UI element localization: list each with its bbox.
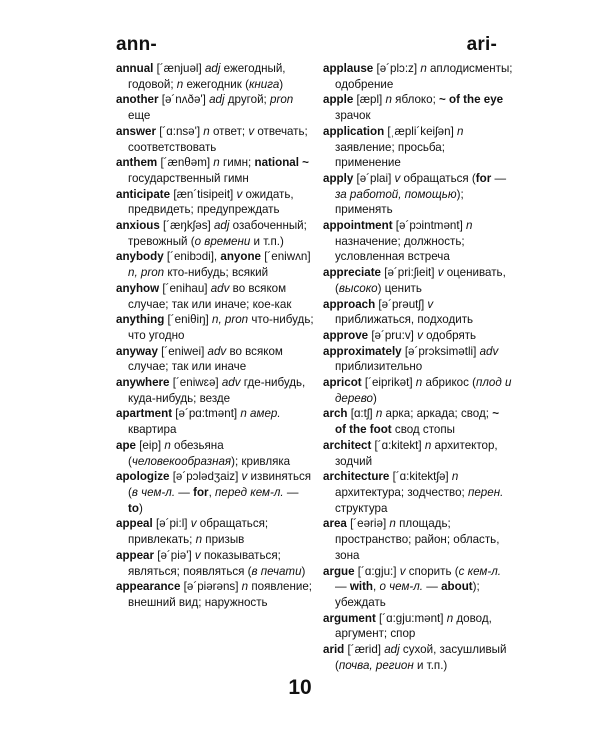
transcription: [ə´prəutʃ]	[375, 297, 428, 311]
transcription: [´eəriə]	[346, 517, 390, 531]
entry-anybody	[116, 249, 316, 280]
grammar-label: с кем-л.	[458, 564, 501, 578]
transcription: [ə´pri:ʃieit]	[381, 266, 438, 280]
entry-architecture	[323, 469, 513, 516]
header-left-guide-word: ann-	[116, 34, 157, 55]
definition-text: ); убеждать	[335, 580, 480, 609]
definition-text: ответ;	[209, 124, 249, 138]
headword: architect	[323, 438, 372, 452]
grammar-label: v	[194, 548, 201, 562]
transcription: [´ɑ:kitektʃə]	[389, 470, 452, 484]
phrase: with	[349, 580, 374, 594]
definition-text: арка; аркада; свод;	[382, 407, 493, 421]
definition-text: квартира	[128, 423, 177, 437]
headword: architecture	[323, 470, 390, 484]
grammar-label: почва, регион	[338, 658, 414, 672]
headword: area	[323, 517, 347, 531]
grammar-label: n	[195, 533, 203, 547]
headword: anyone	[220, 250, 261, 264]
transcription: [´ɑ:nsə']	[155, 124, 204, 138]
definition-text: площадь; пространство; район; область, зона	[335, 517, 500, 562]
phrase: ~ of the foot	[335, 407, 499, 437]
entry-applause	[323, 61, 513, 92]
headword: apply	[323, 171, 354, 185]
headword: anxious	[116, 219, 160, 233]
entry-arch	[323, 406, 513, 437]
definition-text: извиняться (	[128, 470, 312, 499]
phrase: national ~	[254, 156, 309, 170]
headword: arid	[323, 643, 345, 657]
definition-text: другой;	[224, 93, 271, 107]
entry-arid	[323, 642, 513, 673]
header-right-guide-word: ari-	[466, 34, 497, 55]
definition-text: кто-нибудь; всякий	[164, 266, 269, 280]
definition-text: )	[138, 501, 143, 515]
headword: anthem	[116, 156, 158, 170]
definition-text: сухой, засушливый (	[335, 643, 507, 672]
definition-text: обращаться; привлекать;	[128, 517, 269, 547]
headword: another	[116, 93, 159, 107]
grammar-label: v	[437, 266, 444, 280]
grammar-label: n амер.	[240, 407, 281, 421]
grammar-label: высоко	[338, 281, 378, 295]
grammar-label: v	[427, 297, 434, 311]
definition-text: обезьяна (	[128, 438, 224, 468]
transcription: [ə´plai]	[353, 171, 395, 185]
entry-anticipate	[116, 187, 316, 218]
transcription: [´enibɔdi],	[163, 250, 221, 264]
entry-argue	[323, 564, 513, 611]
grammar-label: adj	[213, 219, 230, 233]
definition-text: ежегодник (	[183, 77, 249, 91]
grammar-label: adv	[221, 376, 241, 390]
transcription: [´ɑ:gju:mənt]	[375, 611, 447, 625]
grammar-label: о времени	[194, 234, 251, 248]
transcription: [ə´piə']	[154, 548, 195, 562]
definition-text: абрикос (	[422, 376, 476, 390]
definition-text: —	[175, 485, 194, 499]
entry-appear	[116, 548, 316, 579]
grammar-label: n	[385, 93, 392, 107]
entry-anyway	[116, 344, 316, 375]
entry-annual	[116, 61, 316, 92]
headword: approximately	[323, 344, 402, 358]
entry-apartment	[116, 406, 316, 437]
definition-text: аплодисменты; одобрение	[335, 62, 513, 91]
grammar-label: adj	[209, 93, 225, 107]
grammar-label: n, pron	[128, 266, 165, 280]
definition-text: назначение; должность; условленная встреча	[335, 234, 465, 264]
transcription: [ˌæpli´keiʃən]	[384, 124, 458, 138]
transcription: [´ɑ:gju:]	[354, 564, 400, 578]
entry-anywhere	[116, 375, 316, 406]
definition-text: довод, аргумент; спор	[335, 611, 492, 641]
entry-area	[323, 516, 513, 563]
grammar-label: перен.	[467, 485, 504, 499]
entry-answer	[116, 124, 316, 155]
entry-apologize	[116, 469, 316, 516]
headword: ape	[116, 438, 136, 452]
grammar-label: за работой, помощью	[335, 187, 457, 201]
definition-text: приближаться, подходить	[335, 313, 474, 327]
headword: annual	[116, 62, 154, 75]
page-number: 10	[288, 676, 312, 699]
definition-text: ,	[373, 580, 380, 594]
phrase: for	[193, 485, 209, 499]
headword: apricot	[323, 376, 362, 390]
transcription: [´ærid]	[344, 643, 385, 657]
definition-text: структура	[335, 501, 388, 515]
definition-text: —	[335, 580, 350, 594]
phrase: ~ of the eye	[439, 93, 504, 107]
transcription: [´eniwɛə]	[169, 376, 222, 390]
entry-anthem	[116, 155, 316, 186]
transcription: [ə´plɔ:z]	[373, 62, 421, 75]
transcription: [´ænθəm]	[157, 156, 214, 170]
definition-text: зрачок	[335, 109, 371, 123]
headword: apple	[323, 93, 354, 107]
headword: anyhow	[116, 281, 160, 295]
grammar-label: о чем-л.	[379, 580, 424, 594]
grammar-label: плод и дерево	[335, 376, 512, 405]
phrase: for	[475, 171, 492, 185]
definition-text: государственный гимн	[128, 171, 249, 185]
headword: argue	[323, 564, 355, 578]
entry-apricot	[323, 375, 513, 406]
grammar-label: n	[241, 580, 249, 594]
transcription: [ə´piərəns]	[180, 580, 242, 594]
definition-text: появление; внешний вид; наружность	[128, 580, 313, 609]
definition-text: )	[301, 564, 306, 578]
definition-text: что-нибудь; что угодно	[128, 313, 314, 342]
grammar-label: n	[176, 77, 184, 91]
transcription: [´æŋkʃəs]	[159, 219, 214, 233]
grammar-label: n	[446, 611, 454, 625]
grammar-label: v	[394, 171, 401, 185]
headword: approve	[323, 328, 369, 342]
headword: appeal	[116, 517, 153, 531]
entry-anything	[116, 312, 316, 343]
right-column	[323, 61, 513, 673]
grammar-label: adv	[479, 344, 499, 358]
grammar-label: adv	[207, 344, 227, 358]
grammar-label: человекообразная	[131, 454, 232, 468]
definition-text: показываться; являться; появляться (	[128, 548, 281, 578]
entry-apple	[323, 92, 513, 123]
grammar-label: v	[190, 517, 197, 531]
definition-text: —	[283, 485, 299, 499]
grammar-label: adv	[210, 281, 230, 295]
definition-text: ); применять	[335, 187, 464, 217]
left-column	[116, 61, 316, 611]
grammar-label: в чем-л.	[131, 485, 176, 499]
definition-text: )	[279, 77, 284, 91]
grammar-label: v	[248, 124, 255, 138]
grammar-label: n	[213, 156, 220, 170]
definition-text: —	[423, 580, 442, 594]
headword: appointment	[323, 219, 393, 233]
definition-text: озабоченный; тревожный (	[128, 219, 307, 248]
definition-text: ,	[208, 485, 216, 499]
definition-text: яблоко;	[391, 93, 440, 107]
grammar-label: n, pron	[212, 313, 249, 327]
headword: anyway	[116, 344, 158, 358]
entry-another	[116, 92, 316, 123]
transcription: [´eniwʌn]	[260, 250, 311, 264]
grammar-label: в печати	[251, 564, 302, 578]
transcription: [´eniwei]	[157, 344, 208, 358]
definition-text: —	[491, 171, 507, 185]
grammar-label: v	[236, 187, 243, 201]
entry-appeal	[116, 516, 316, 547]
entry-appointment	[323, 218, 513, 265]
transcription: [ə´pi:l]	[152, 517, 191, 531]
definition-text: призыв	[202, 533, 245, 547]
grammar-label: adj	[204, 62, 221, 75]
definition-text: и т.п.)	[250, 234, 284, 248]
definition-text: одобрять	[422, 328, 477, 342]
headword: applause	[323, 62, 374, 75]
grammar-label: n	[424, 438, 432, 452]
grammar-label: n	[466, 219, 473, 233]
entry-anyhow	[116, 281, 316, 312]
grammar-label: n	[420, 62, 427, 75]
definition-text: ) ценить	[377, 281, 422, 295]
grammar-label: n	[415, 376, 423, 390]
headword: anything	[116, 313, 165, 327]
entry-architect	[323, 438, 513, 469]
entry-apply	[323, 171, 513, 218]
grammar-label: n	[375, 407, 383, 421]
headword: appear	[116, 548, 155, 562]
entry-argument	[323, 611, 513, 642]
transcription: [eip]	[135, 438, 165, 452]
transcription: [´ɑ:kitekt]	[371, 438, 425, 452]
definition-text: приблизительно	[335, 360, 423, 374]
transcription: [´eiprikət]	[361, 376, 416, 390]
entry-anxious	[116, 218, 316, 249]
definition-text: ежегодный, годовой;	[128, 62, 286, 91]
headword: appearance	[116, 580, 181, 594]
entry-application	[323, 124, 513, 171]
grammar-label: книга	[248, 77, 280, 91]
entry-appreciate	[323, 265, 513, 296]
transcription: [ɑ:tʃ]	[347, 407, 376, 421]
headword: answer	[116, 124, 156, 138]
grammar-label: n	[203, 124, 210, 138]
grammar-label: adj	[384, 643, 400, 657]
grammar-label: n	[164, 438, 171, 452]
headword: arch	[323, 407, 348, 421]
grammar-label: v	[241, 470, 248, 484]
entry-approve	[323, 328, 513, 344]
grammar-label: n	[451, 470, 459, 484]
transcription: [´ænjuəl]	[153, 62, 205, 75]
transcription: [´eniθiŋ]	[164, 313, 213, 327]
entry-approach	[323, 297, 513, 328]
definition-text: гимн;	[219, 156, 255, 170]
grammar-label: v	[417, 328, 423, 342]
headword: anybody	[116, 250, 164, 264]
definition-text: свод стопы	[391, 423, 455, 437]
transcription: [ə´pɔlədʒaiz]	[169, 470, 242, 484]
definition-text: во всяком случае; так или иначе; кое-как	[128, 281, 292, 311]
transcription: [æn´tisipeit]	[170, 187, 237, 201]
definition-text: архитектор, зодчий	[335, 438, 498, 468]
phrase: about	[441, 580, 473, 594]
headword: approach	[323, 297, 376, 311]
transcription: [´enihau]	[159, 281, 211, 295]
headword: appreciate	[323, 266, 381, 280]
definition-text: )	[373, 391, 377, 405]
definition-text: и т.п.)	[413, 658, 448, 672]
entry-approximately	[323, 344, 513, 375]
definition-text: ожидать, предвидеть; предупреждать	[128, 187, 294, 217]
definition-text: отвечать; соответствовать	[128, 124, 308, 154]
definition-text: еще	[128, 109, 151, 123]
transcription: [ə´pru:v]	[368, 328, 418, 342]
grammar-label: n	[457, 124, 464, 138]
entry-appearance	[116, 579, 316, 610]
headword: argument	[323, 611, 376, 625]
grammar-label: перед кем-л.	[215, 485, 284, 499]
definition-text: спорить (	[405, 564, 459, 578]
definition-text: архитектура; зодчество;	[335, 485, 468, 499]
transcription: [ə´nʌðə']	[158, 93, 210, 107]
transcription: [ə´pɑ:tmənt]	[172, 407, 241, 421]
headword: anywhere	[116, 376, 170, 390]
headword: anticipate	[116, 187, 171, 201]
phrase: to	[128, 501, 139, 515]
transcription: [ə´pɔintmənt]	[392, 219, 467, 233]
grammar-label: pron	[270, 93, 294, 107]
definition-text: ); кривляка	[231, 454, 291, 468]
definition-text: где-нибудь, куда-нибудь; везде	[128, 376, 306, 405]
grammar-label: n	[389, 517, 396, 531]
definition-text: во всяком случае; так или иначе	[128, 344, 283, 374]
headword: apartment	[116, 407, 173, 421]
definition-text: оценивать, (	[335, 266, 506, 295]
transcription: [æpl]	[353, 93, 386, 107]
definition-text: обращаться (	[400, 171, 476, 185]
grammar-label: v	[399, 564, 406, 578]
headword: apologize	[116, 470, 170, 484]
headword: application	[323, 124, 385, 138]
entry-ape	[116, 438, 316, 469]
transcription: [ə´prɔksimətli]	[401, 344, 480, 358]
definition-text: заявление; просьба; применение	[335, 140, 445, 170]
